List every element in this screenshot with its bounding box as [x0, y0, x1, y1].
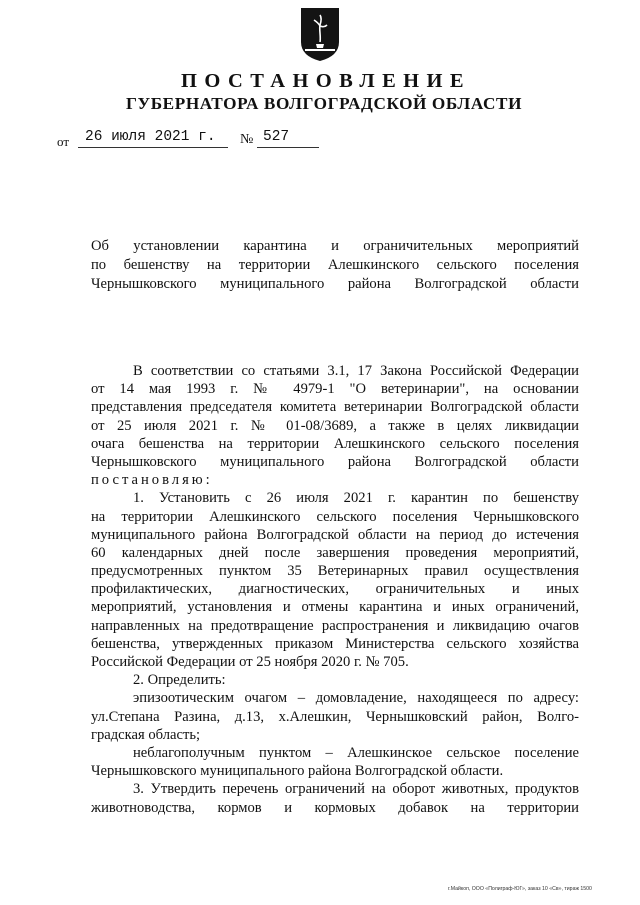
- body-line: Чернышковского муниципального района Волгоградской области: [91, 453, 579, 470]
- body-line: В соответствии со статьями 3.1, 17 Закона Российской Федерации: [133, 363, 579, 379]
- number-label: №: [240, 132, 254, 147]
- date-underline: [78, 147, 228, 148]
- body-line: градская область;: [91, 726, 201, 743]
- body-line: ул.Степана Разина, д.13, х.Алешкин, Чернышковский район, Волго-: [91, 708, 579, 725]
- subject-line: по бешенству на территории Алешкинского сельского поселения: [91, 257, 579, 273]
- body-line: 60 календарных дней после завершения проведения мероприятий,: [91, 544, 579, 561]
- subject-block: [91, 237, 579, 294]
- number-value: 527: [263, 129, 290, 145]
- date-number-line: [0, 128, 640, 152]
- coat-of-arms-icon: [299, 6, 341, 62]
- body-line: мероприятий, установления и отмены карантина и иных ограничений,: [91, 599, 579, 616]
- subject-line: Об установлении карантина и ограничительных мероприятий: [91, 238, 579, 254]
- body-line: очага бешенства на территории Алешкинского сельского поселения: [91, 435, 579, 452]
- body-line: Российской Федерации от 25 ноября 2020 г. № 705.: [91, 654, 409, 670]
- body-line: неблагополучным пунктом – Алешкинское сельское поселение: [133, 744, 579, 761]
- subject-line: Чернышковского муниципального района Волгоградской области: [91, 276, 579, 292]
- date-label: от: [57, 134, 70, 149]
- body-line: Чернышковского муниципального района Волгоградской области.: [91, 763, 504, 780]
- body-line: 3. Утвердить перечень ограничений на оборот животных, продуктов: [133, 781, 579, 798]
- body-line: направленных на предотвращение распространения и ликвидацию очагов: [91, 617, 579, 634]
- body-line: профилактических, диагностических, ограничительных и иных: [91, 581, 579, 598]
- body-line: животноводства, кормов и кормовых добавок на территории: [91, 799, 579, 816]
- body-line: муниципального района Волгоградской области на период до истечения: [91, 526, 579, 543]
- body-line: от 14 мая 1993 г. № 4979-1 "О ветеринарии", на основании: [91, 381, 579, 398]
- issuer-title: ГУБЕРНАТОРА ВОЛГОГРАДСКОЙ ОБЛАСТИ: [125, 94, 523, 113]
- body-line: представления председателя комитета ветеринарии Волгоградской области: [91, 399, 579, 416]
- body-line: предусмотренных пунктом 35 Ветеринарных правил осуществления: [91, 563, 579, 580]
- body-line: 2. Определить:: [133, 672, 226, 689]
- body-line: эпизоотическим очагом – домовладение, находящееся по адресу:: [133, 690, 579, 707]
- body-line: бешенства, утвержденных приказом Министерства сельского хозяйства: [91, 635, 579, 652]
- body-line: на территории Алешкинского сельского поселения Чернышковского: [91, 508, 579, 525]
- body-line: 1. Установить с 26 июля 2021 г. карантин по бешенству: [133, 490, 579, 507]
- print-info: г.Майкоп, ООО «Полиграф-ЮГ», заказ 10 «Св», тираж 1500: [448, 886, 592, 892]
- body-text: [91, 362, 579, 817]
- resolution-word: постановляю:: [91, 472, 213, 489]
- number-underline: [257, 147, 319, 148]
- body-line: от 25 июля 2021 г. № 01-08/3689, а также в целях ликвидации: [91, 417, 579, 434]
- date-value: 26 июля 2021 г.: [85, 129, 216, 145]
- document-type-title: ПОСТАНОВЛЕНИЕ: [181, 70, 471, 92]
